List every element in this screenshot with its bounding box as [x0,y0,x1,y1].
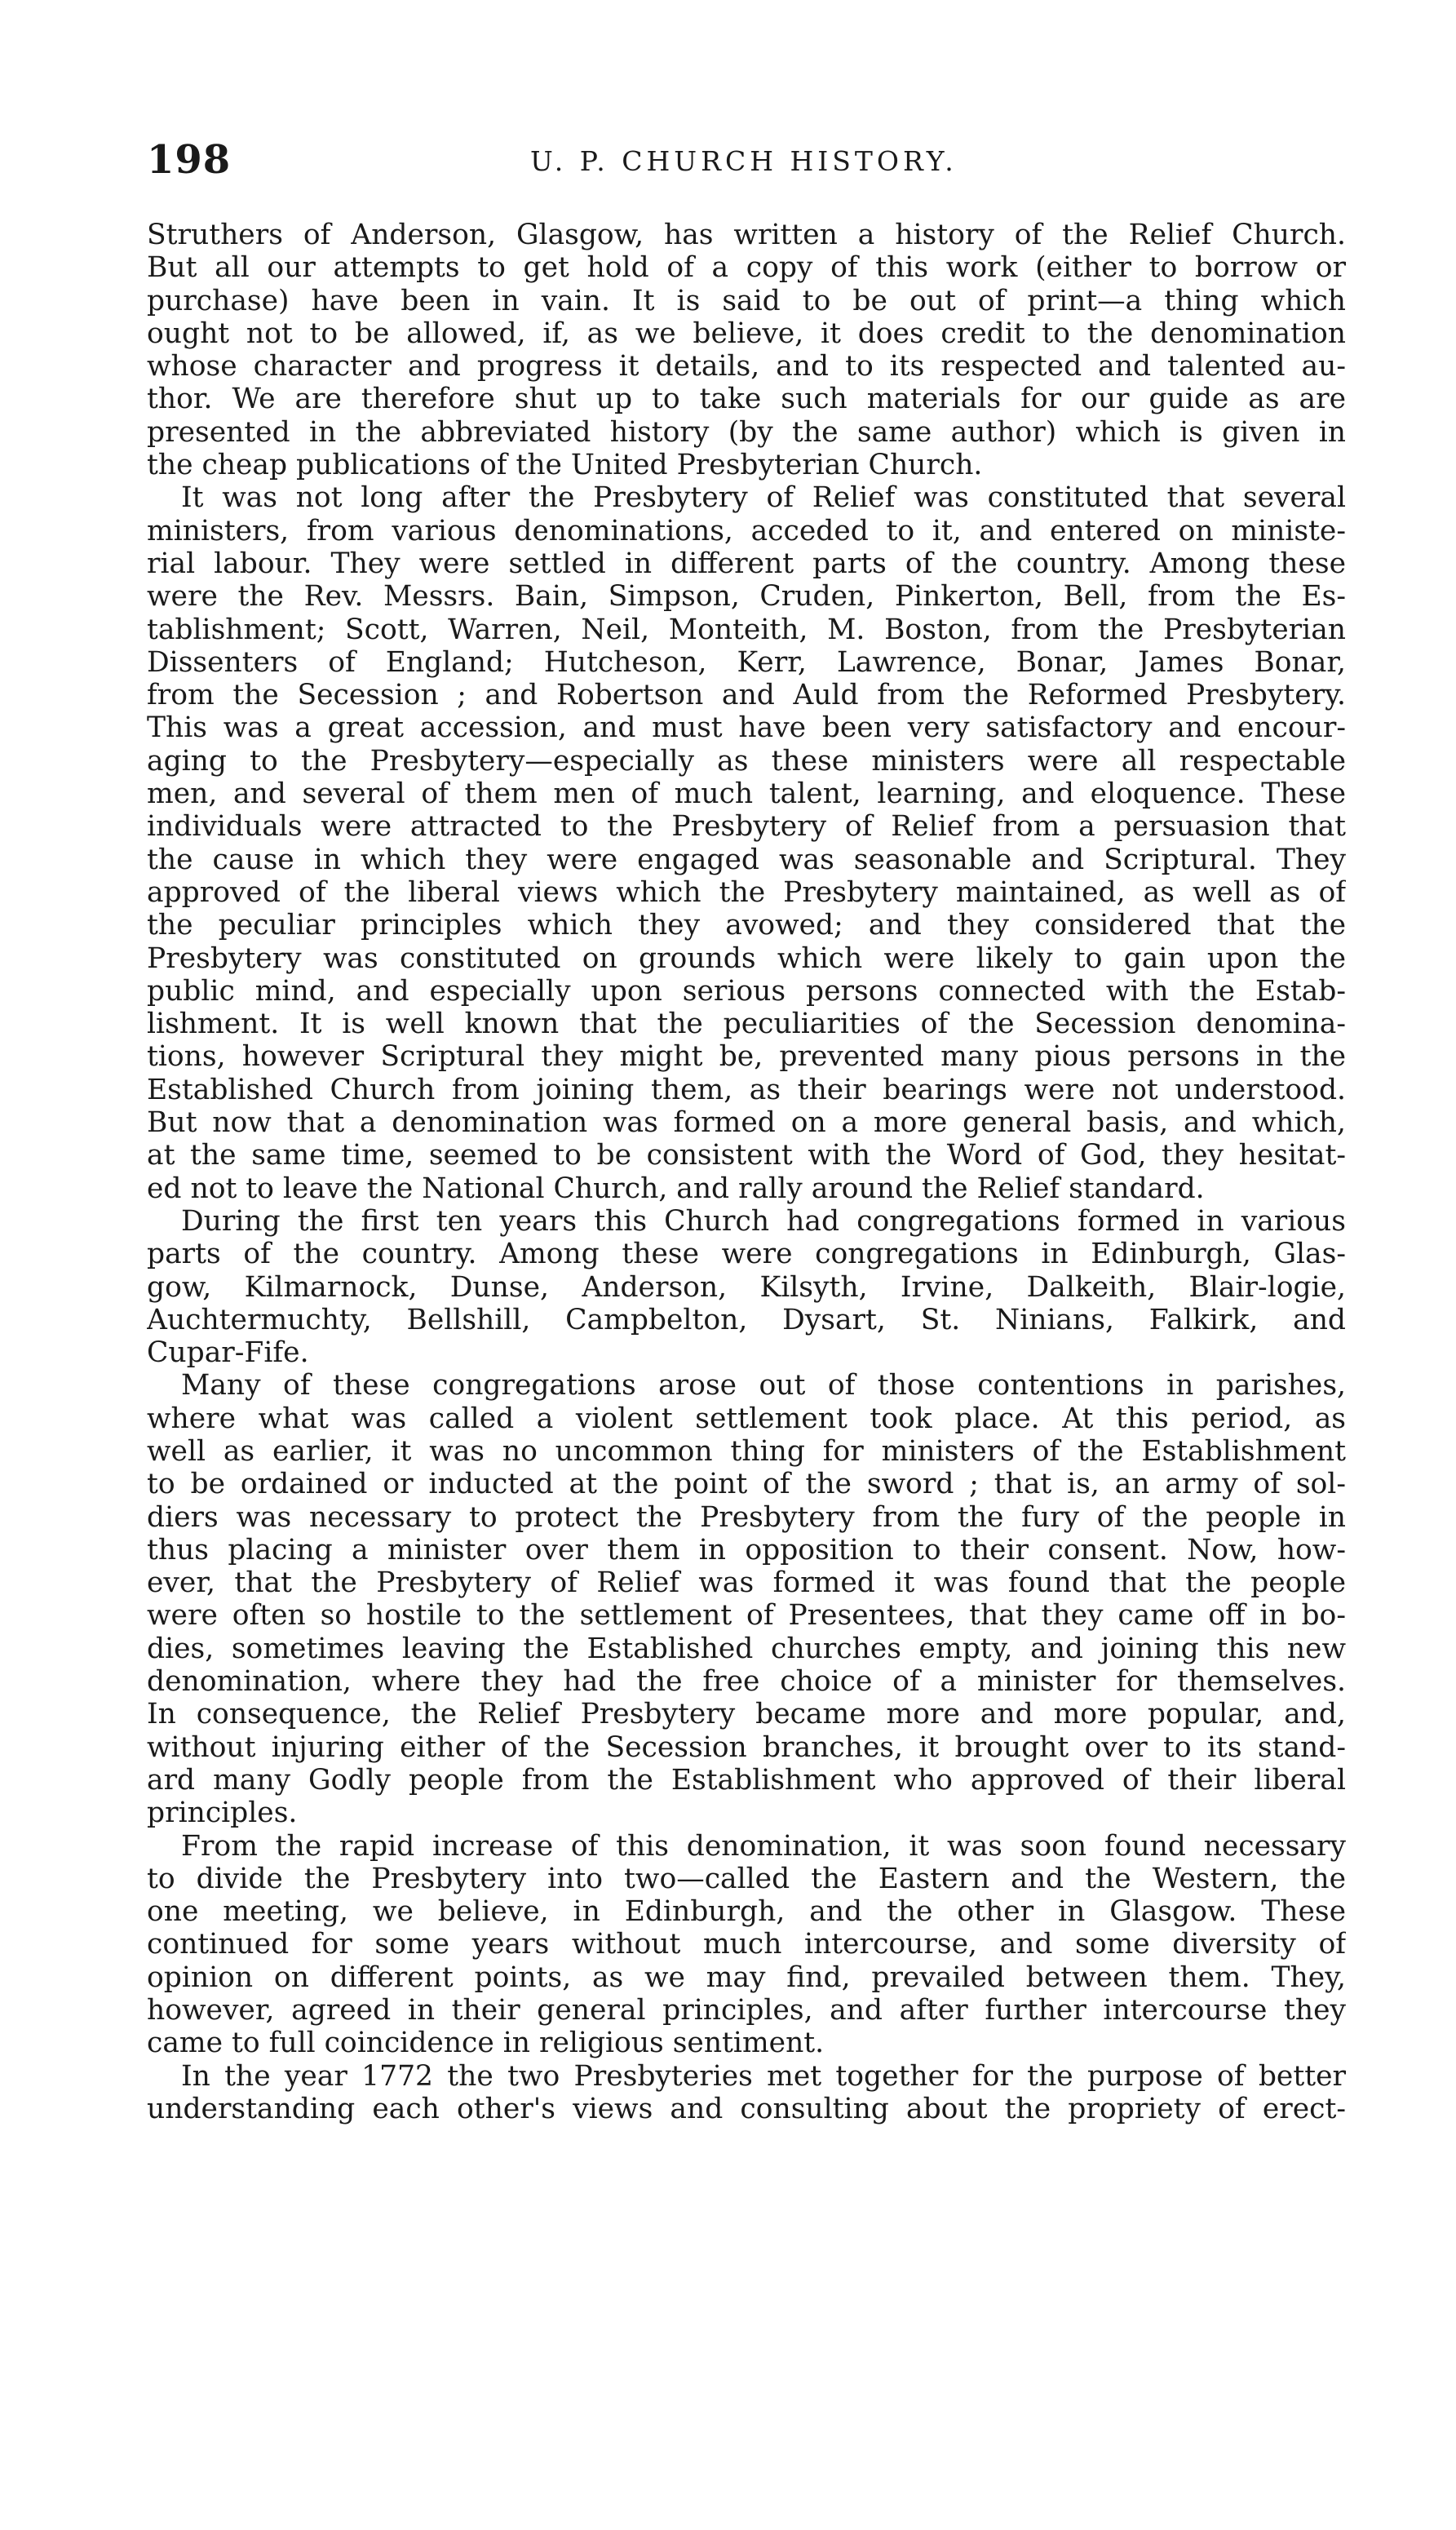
text-line: Cupar-Fife. [147,1336,309,1370]
text-line: tions, however Scriptural they might be, prevented many pious persons in the [147,1040,1346,1074]
text-line: Many of these congregations arose out of those contentions in parishes, [181,1369,1346,1402]
text-line: In consequence, the Relief Presbytery became more and more popular, and, [147,1698,1346,1731]
text-line: the cause in which they were engaged was seasonable and Scriptural. They [147,843,1346,876]
text-line: ever, that the Presbytery of Relief was formed it was found that the people [147,1566,1346,1600]
text-line: without injuring either of the Secession branches, it brought over to its stand- [147,1730,1346,1764]
text-line: one meeting, we believe, in Edinburgh, and the other in Glasgow. These [147,1895,1346,1929]
paragraph [147,1205,1346,1369]
text-line: This was a great accession, and must have been very satisfactory and encour- [147,711,1346,745]
text-line: But all our attempts to get hold of a copy of this work (either to borrow or [147,251,1346,285]
text-line: at the same time, seemed to be consistent with the Word of God, they hesitat- [147,1139,1346,1172]
text-line: aging to the Presbytery—especially as these ministers were all respectable [147,744,1346,778]
text-line: lishment. It is well known that the peculiarities of the Secession denomina- [147,1008,1346,1041]
page-number: 198 [147,137,232,183]
text-line: were often so hostile to the settlement of Presentees, that they came off in bo- [147,1599,1346,1633]
text-line: approved of the liberal views which the Presbytery maintained, as well as of [147,875,1346,909]
running-head [147,137,1346,194]
text-line: public mind, and especially upon serious persons connected with the Estab- [147,974,1346,1008]
text-line: opinion on different points, as we may find, prevailed between them. They, [147,1961,1346,1994]
text-line: continued for some years without much intercourse, and some diversity of [147,1928,1346,1961]
text-line: Auchtermuchty, Bellshill, Campbelton, Dysart, St. Ninians, Falkirk, and [147,1303,1346,1336]
text-line: to be ordained or inducted at the point of the sword ; that is, an army of sol- [147,1468,1346,1501]
text-line: however, agreed in their general principles, and after further intercourse they [147,1994,1346,2027]
text-line: understanding each other's views and consulting about the propriety of erect- [147,2092,1346,2125]
text-line: From the rapid increase of this denomination, it was soon found necessary [181,1829,1346,1863]
paragraph [147,1830,1346,2060]
text-line: individuals were attracted to the Presbytery of Relief from a persuasion that [147,810,1346,844]
text-line: tablishment; Scott, Warren, Neil, Monteith, M. Boston, from the Presbyterian [147,613,1346,646]
paragraph [147,1369,1346,1829]
text-line: the cheap publications of the United Presbyterian Church. [147,449,983,482]
text-line: to divide the Presbytery into two—called the Eastern and the Western, the [147,1862,1346,1895]
text-line: presented in the abbreviated history (by the same author) which is given in [147,415,1346,449]
text-line: ministers, from various denominations, acceded to it, and entered on ministe- [147,514,1346,547]
text-line: ard many Godly people from the Establishment who approved of their liberal [147,1763,1346,1797]
text-line: thus placing a minister over them in opposition to their consent. Now, how- [147,1533,1346,1566]
running-title: U. P. CHURCH HISTORY. [530,145,958,177]
text-line: denomination, where they had the free choice of a minister for themselves. [147,1665,1346,1699]
body-text [147,219,1346,2405]
text-line: rial labour. They were settled in different parts of the country. Among these [147,547,1346,580]
text-line: from the Secession ; and Robertson and Auld from the Reformed Presbytery. [147,679,1346,712]
text-line: men, and several of them men of much talent, learning, and eloquence. These [147,778,1346,811]
text-line: were the Rev. Messrs. Bain, Simpson, Cruden, Pinkerton, Bell, from the Es- [147,580,1346,614]
text-line: dies, sometimes leaving the Established churches empty, and joining this new [147,1632,1346,1665]
text-line: thor. We are therefore shut up to take such materials for our guide as are [147,383,1346,416]
text-line: principles. [147,1797,298,1830]
text-line: the peculiar principles which they avowed; and they considered that the [147,909,1346,942]
paragraph [147,219,1346,481]
text-line: ought not to be allowed, if, as we believe, it does credit to the denomination [147,317,1346,350]
text-line: During the first ten years this Church had congregations formed in various [181,1204,1346,1238]
text-line: purchase) have been in vain. It is said to be out of print—a thing which [147,284,1346,317]
text-line: Struthers of Anderson, Glasgow, has written a history of the Relief Church. [147,219,1346,251]
text-line: parts of the country. Among these were congregations in Edinburgh, Glas- [147,1238,1346,1271]
text-line: well as earlier, it was no uncommon thing for ministers of the Establishment [147,1434,1346,1468]
paragraph [147,2060,1346,2126]
text-line: But now that a denomination was formed on a more general basis, and which, [147,1106,1346,1140]
text-line: gow, Kilmarnock, Dunse, Anderson, Kilsyth, Irvine, Dalkeith, Blair-logie, [147,1270,1346,1304]
text-line: It was not long after the Presbytery of Relief was constituted that several [181,481,1346,515]
paragraph [147,481,1346,1205]
text-line: diers was necessary to protect the Presbytery from the fury of the people in [147,1500,1346,1534]
text-line: Established Church from joining them, as their bearings were not understood. [147,1073,1346,1106]
text-line: Presbytery was constituted on grounds which were likely to gain upon the [147,942,1346,975]
text-line: Dissenters of England; Hutcheson, Kerr, Lawrence, Bonar, James Bonar, [147,645,1346,679]
text-line: where what was called a violent settlement took place. At this period, as [147,1402,1346,1435]
text-line: came to full coincidence in religious sentiment. [147,2027,825,2060]
text-line: whose character and progress it details, and to its respected and talented au- [147,350,1346,383]
text-line: ed not to leave the National Church, and rally around the Relief standard. [147,1172,1205,1205]
text-line: In the year 1772 the two Presbyteries met together for the purpose of better [181,2059,1346,2093]
